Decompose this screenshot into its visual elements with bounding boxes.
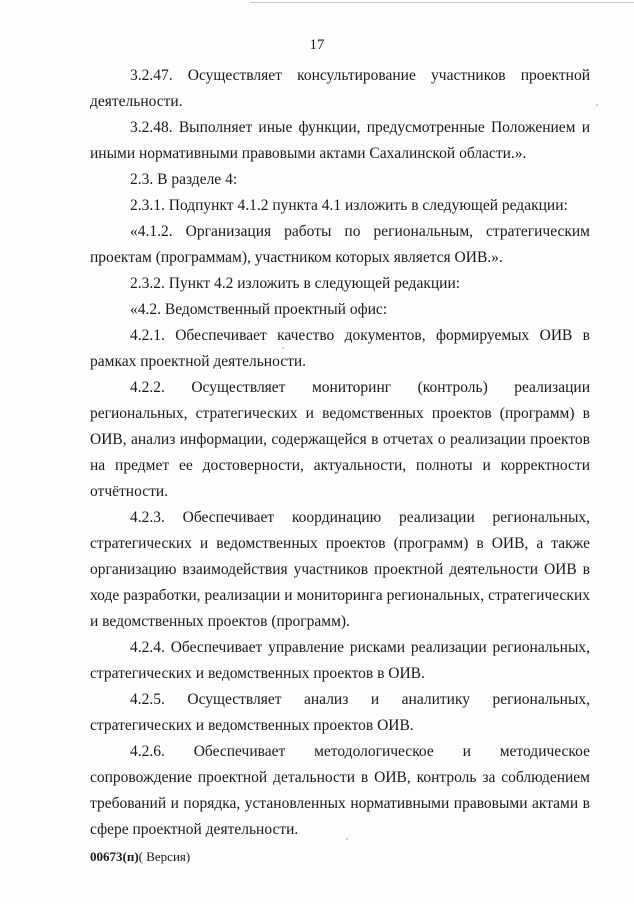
scan-speck <box>282 347 284 349</box>
document-code: 00673(п) <box>90 849 139 864</box>
paragraph-3-2-48: 3.2.48. Выполняет иные функции, предусмотренные Положением и иными нормативными правовыми актами Сахалинской области.». <box>90 119 590 162</box>
paragraph-4-2: «4.2. Ведомственный проектный офис: <box>130 301 388 318</box>
paragraph-2-3: 2.3. В разделе 4: <box>130 171 238 188</box>
document-footer <box>90 849 190 865</box>
page-number: 17 <box>309 37 325 53</box>
document-version: ( Версия) <box>138 849 191 864</box>
paragraph-4-2-4: 4.2.4. Обеспечивает управление рисками реализации региональных, стратегических и ведомственных проектов в ОИВ. <box>90 639 590 682</box>
paragraph-4-1-2: «4.1.2. Организация работы по региональным, стратегическим проектам (программам), участником которых является ОИВ.». <box>90 223 590 266</box>
paragraph-4-2-2: 4.2.2. Осуществляет мониторинг (контроль) реализации региональных, стратегических и ведомственных проектов (программ) в ОИВ, анализ информации, содержащейся в отчетах о реализации проектов на предмет ее достоверности, актуальности, полноты и корректности отчётности. <box>90 379 590 500</box>
paragraph-4-2-3: 4.2.3. Обеспечивает координацию реализации региональных, стратегических и ведомственных проектов (программ) в ОИВ, а также организацию взаимодействия участников проектной деятельности ОИВ в ходе разработки, реализации и мониторинга региональных, стратегических и ведомственных проектов (программ). <box>90 509 590 630</box>
paragraph-4-2-5: 4.2.5. Осуществляет анализ и аналитику региональных, стратегических и ведомственных проектов ОИВ. <box>90 691 590 734</box>
scan-speck <box>346 838 348 840</box>
paragraph-2-3-2: 2.3.2. Пункт 4.2 изложить в следующей редакции: <box>130 275 461 292</box>
scan-speck <box>596 104 598 106</box>
paragraph-4-2-6: 4.2.6. Обеспечивает методологическое и методическое сопровождение проектной детальности в ОИВ, контроль за соблюдением требований и порядка, установленных нормативными правовыми актами в сфере проектной деятельности. <box>90 743 590 838</box>
scan-edge-rule <box>250 2 634 3</box>
paragraph-4-2-1: 4.2.1. Обеспечивает качество документов, формируемых ОИВ в рамках проектной деятельности. <box>90 327 590 370</box>
document-body <box>90 63 590 843</box>
paragraph-3-2-47: 3.2.47. Осуществляет консультирование участников проектной деятельности. <box>90 67 590 110</box>
paragraph-2-3-1: 2.3.1. Подпункт 4.1.2 пункта 4.1 изложить в следующей редакции: <box>130 197 568 214</box>
